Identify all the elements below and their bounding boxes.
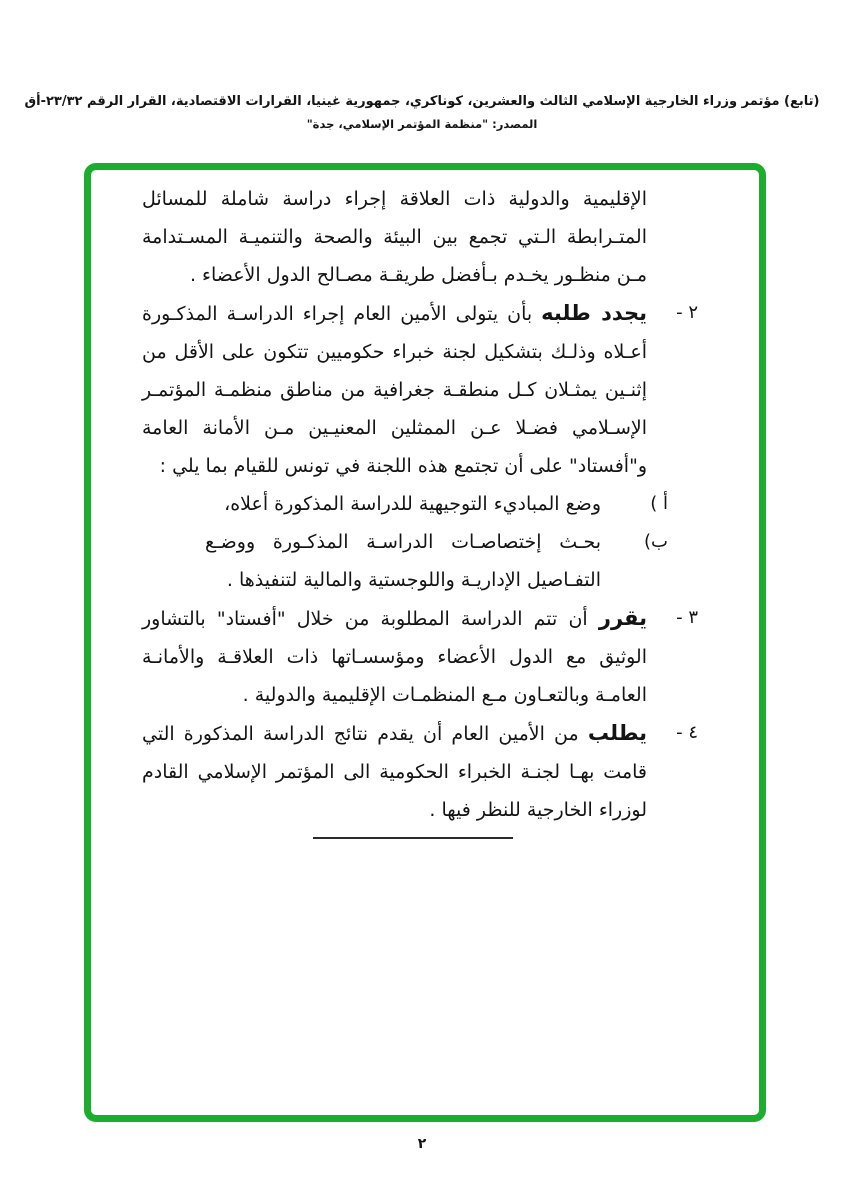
sub-item-b: [128, 523, 668, 599]
clause-3: [128, 599, 698, 714]
page-number: ٢: [417, 1136, 427, 1152]
clause-body: بأن يتولى الأمين العام إجراء الدراسـة المذكـورة أعـلاه وذلـك بتشكيل لجنة خبراء حكوميين تتكون على الأقل من إثنـين يمثـلان كـل منطقـة جغرافية من مناطق منظمـة المؤتمـر الإسـلامي فضـلا عـن الممثلين المعنيـين مـن الأمانة العامة و"أفستاد" على أن تجتمع هذه اللجنة في تونس للقيام بما يلي :: [142, 303, 647, 477]
clause-text: [142, 294, 647, 485]
sub-item-label: ب): [644, 531, 668, 552]
clause-4: [128, 714, 698, 829]
clause-number: ٤ -: [676, 722, 698, 743]
clause-lead: يطلب: [587, 721, 647, 745]
header-citation: (تابع) مؤتمر وزراء الخارجية الإسلامي الثالث والعشرين، كوناكري، جمهورية غينيا، القرارات الاقتصادية، القرار الرقم ٢٣/٣٢-أق: [24, 94, 820, 109]
clause-body: من الأمين العام أن يقدم نتائج الدراسة المذكورة التي قامت بهـا لجنـة الخبراء الحكومية الى المؤتمر الإسلامي القادم لوزراء الخارجية للنظر فيها .: [142, 723, 647, 821]
clause-number: ٣ -: [676, 607, 698, 628]
page-header: [6, 94, 838, 131]
clause-lead: يجدد طلبه: [541, 301, 647, 325]
resolution-body: [91, 170, 759, 1115]
sub-item-a: [128, 485, 668, 523]
header-source: المصدر: "منظمة المؤتمر الإسلامي، جدة": [306, 117, 538, 131]
clause-body: أن تتم الدراسة المطلوبة من خلال "أفستاد" بالتشاور الوثيق مع الدول الأعضاء ومؤسسـاتها ذات العلاقـة والأمانـة العامـة وبالتعـاون مـع المنظمـات الإقليمية والدولية .: [142, 608, 647, 706]
clause-lead: يقرر: [598, 606, 648, 630]
clause-text: [142, 714, 647, 829]
clause-text: [142, 599, 647, 714]
end-divider: [313, 837, 513, 839]
sub-item-text: وضع المباديء التوجيهية للدراسة المذكورة أعلاه،: [224, 493, 601, 515]
clause-number: ٢ -: [676, 302, 698, 323]
clause-2: [128, 294, 698, 485]
sub-item-label: أ ): [650, 493, 668, 514]
sub-item-text: بحـث إختصاصـات الدراسـة المذكـورة ووضـع التفـاصيل الإداريـة واللوجستية والمالية لتنفيذها .: [205, 531, 601, 591]
continuation-paragraph: الإقليمية والدولية ذات العلاقة إجراء دراسة شاملة للمسائل المتـرابطة الـتي تجمع بين البيئة والصحة والتنميـة المسـتدامة مـن منظـور يخـدم بـأفضل طريقـة مصـالح الدول الأعضاء .: [142, 188, 647, 286]
